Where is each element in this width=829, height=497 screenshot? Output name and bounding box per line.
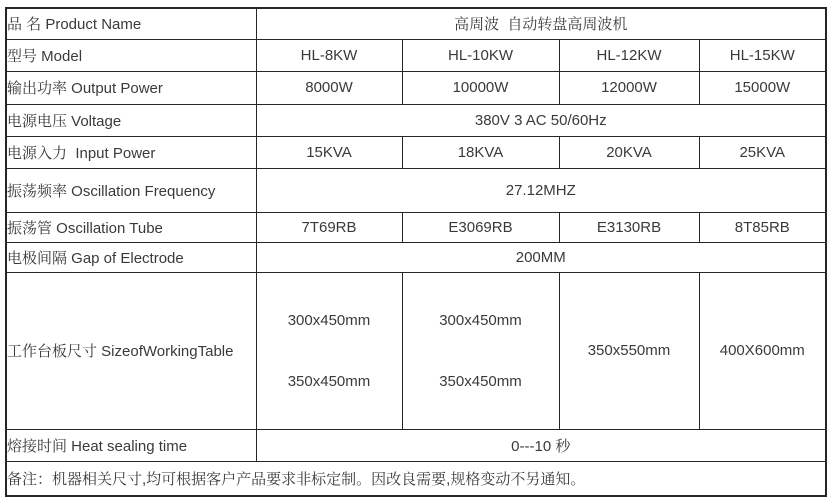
row-label-oscillation-frequency: 振荡频率 Oscillation Frequency [6, 168, 256, 212]
row-electrode-gap [6, 242, 826, 272]
row-oscillation-tube [6, 212, 826, 242]
row-label-input-power: 电源入力 Input Power [6, 136, 256, 168]
cell-working-table-1 [256, 272, 402, 429]
cell-oscillation-tube-4: 8T85RB [699, 212, 826, 242]
row-label-working-table-size: 工作台板尺寸 SizeofWorkingTable [6, 272, 256, 429]
cell-output-power-2: 10000W [402, 71, 559, 104]
working-table-2-line-2: 350x450mm [439, 372, 522, 390]
row-label-oscillation-tube: 振荡管 Oscillation Tube [6, 212, 256, 242]
row-label-product-name: 品 名 Product Name [6, 8, 256, 39]
cell-input-power-2: 18KVA [402, 136, 559, 168]
cell-working-table-3: 350x550mm [559, 272, 699, 429]
working-table-2-line-1: 300x450mm [439, 311, 522, 329]
row-note [6, 461, 826, 496]
row-oscillation-frequency [6, 168, 826, 212]
product-spec-table [5, 7, 827, 497]
row-label-electrode-gap: 电极间隔 Gap of Electrode [6, 242, 256, 272]
row-label-model: 型号 Model [6, 39, 256, 71]
row-heat-sealing-time [6, 429, 826, 461]
row-label-voltage: 电源电压 Voltage [6, 104, 256, 136]
row-label-output-power: 输出功率 Output Power [6, 71, 256, 104]
cell-heat-sealing-time-value: 0---10 秒 [256, 429, 826, 461]
cell-model-2: HL-10KW [402, 39, 559, 71]
cell-oscillation-tube-3: E3130RB [559, 212, 699, 242]
cell-working-table-4: 400X600mm [699, 272, 826, 429]
note-text: 备注：机器相关尺寸,均可根据客户产品要求非标定制。因改良需要,规格变动不另通知。 [6, 461, 826, 496]
cell-output-power-3: 12000W [559, 71, 699, 104]
row-voltage [6, 104, 826, 136]
row-model [6, 39, 826, 71]
cell-oscillation-tube-1: 7T69RB [256, 212, 402, 242]
row-input-power [6, 136, 826, 168]
cell-model-4: HL-15KW [699, 39, 826, 71]
row-output-power [6, 71, 826, 104]
cell-voltage-value: 380V 3 AC 50/60Hz [256, 104, 826, 136]
cell-oscillation-tube-2: E3069RB [402, 212, 559, 242]
cell-oscillation-frequency-value: 27.12MHZ [256, 168, 826, 212]
cell-model-3: HL-12KW [559, 39, 699, 71]
cell-electrode-gap-value: 200MM [256, 242, 826, 272]
cell-output-power-4: 15000W [699, 71, 826, 104]
cell-input-power-4: 25KVA [699, 136, 826, 168]
row-product-name [6, 8, 826, 39]
working-table-1-line-1: 300x450mm [287, 311, 371, 329]
working-table-1-line-2: 350x450mm [287, 372, 371, 390]
cell-input-power-1: 15KVA [256, 136, 402, 168]
cell-model-1: HL-8KW [256, 39, 402, 71]
cell-input-power-3: 20KVA [559, 136, 699, 168]
row-working-table-size [6, 272, 826, 429]
cell-output-power-1: 8000W [256, 71, 402, 104]
cell-working-table-2 [402, 272, 559, 429]
row-label-heat-sealing-time: 熔接时间 Heat sealing time [6, 429, 256, 461]
cell-product-name-value: 高周波 自动转盘高周波机 [256, 8, 826, 39]
